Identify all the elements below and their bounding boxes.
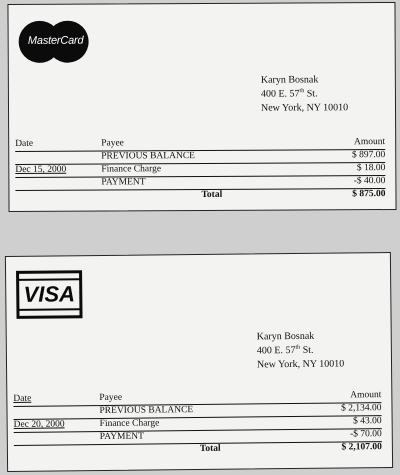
row-amount: -$ 70.00 [350,429,382,440]
date-header: Date [15,138,34,149]
visa-logo-top-band [19,273,79,279]
row-payee: PREVIOUS BALANCE [99,405,194,417]
row-payee: PAYMENT [99,431,145,443]
row-date: Dec 15, 2000 [15,164,67,175]
visa-statement [5,252,393,472]
recipient-city: New York, NY 10010 [260,102,349,114]
recipient-city: New York, NY 10010 [256,358,345,371]
payee-header: Payee [99,392,123,404]
row-amount: $ 43.00 [353,416,382,427]
row-date: Dec 20, 2000 [13,419,65,430]
row-payee: PREVIOUS BALANCE [101,151,195,162]
date-header: Date [13,393,32,404]
recipient-street: 400 E. 57th St. [260,88,318,100]
row-payee: PAYMENT [101,177,146,188]
visa-logo-text: VISA [19,280,79,309]
total-label: Total [201,189,223,201]
row-amount: $ 2,134.00 [341,403,382,414]
recipient-street: 400 E. 57th St. [256,344,314,357]
ledger-total-row [14,442,382,460]
recipient-address [261,73,348,115]
visa-logo [16,270,82,319]
recipient-name: Karyn Bosnak [260,74,319,86]
total-amount: $ 2,107.00 [341,442,382,453]
total-amount: $ 875.00 [352,189,386,200]
recipient-name: Karyn Bosnak [256,330,315,343]
transaction-ledger [13,390,382,460]
ledger-total-row [15,189,385,205]
row-amount: -$ 40.00 [353,176,386,187]
row-payee: Finance Charge [99,418,160,430]
mastercard-logo-text: MasterCard [27,34,84,47]
row-amount: $ 18.00 [356,163,386,174]
mastercard-statement [7,2,396,212]
transaction-ledger [15,137,385,205]
payee-header: Payee [101,138,124,149]
amount-header: Amount [350,390,382,401]
mastercard-logo [15,15,93,69]
visa-logo-bottom-band [19,310,79,316]
total-label: Total [199,443,221,454]
recipient-address [257,329,345,372]
row-payee: Finance Charge [101,164,162,175]
row-amount: $ 897.00 [351,150,386,161]
amount-header: Amount [354,137,386,148]
